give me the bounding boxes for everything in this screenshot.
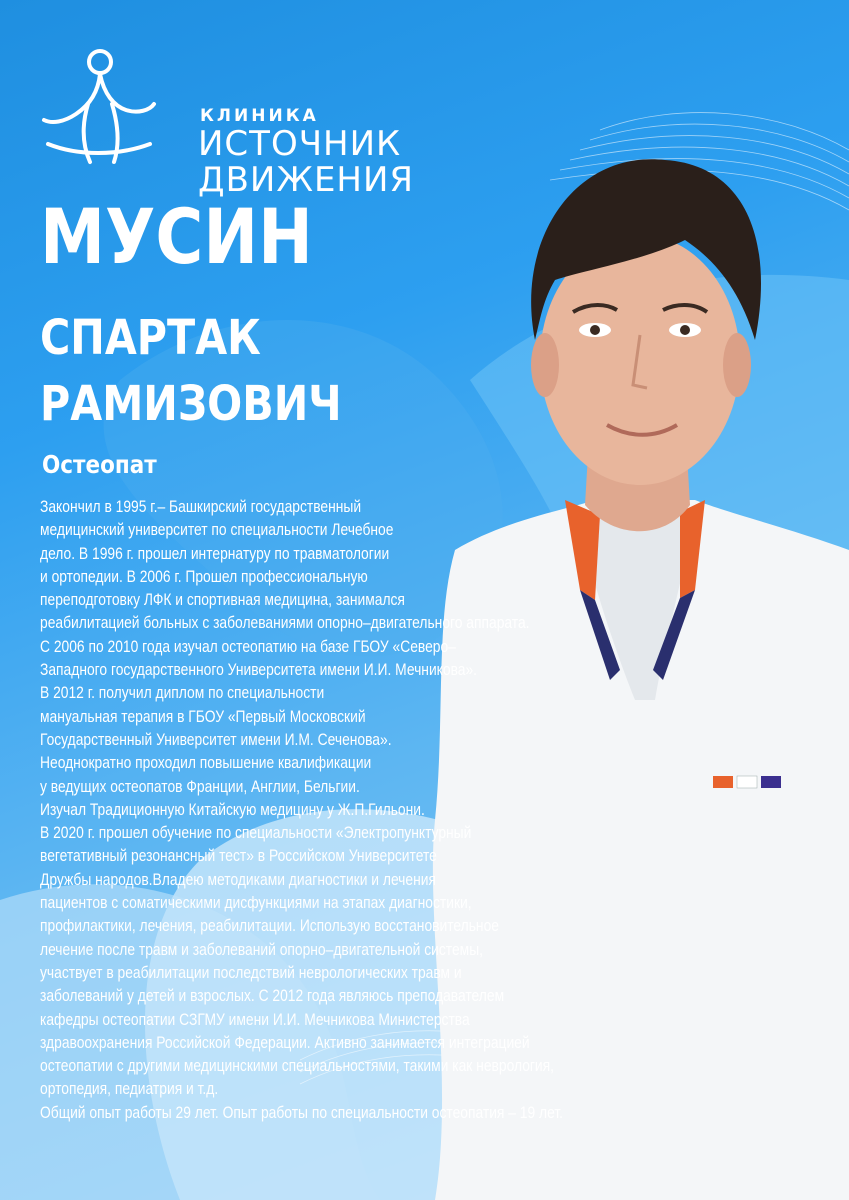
bio-line: В 2012 г. получил диплом по специальности [40, 684, 325, 703]
bio-line: В 2020 г. прошел обучение по специальности «Электропунктурный [40, 824, 472, 843]
bio-line: Неоднократно проходил повышение квалификации [40, 754, 372, 773]
bio-line: Изучал Традиционную Китайскую медицину у Ж.П.Гильони. [40, 800, 425, 819]
bio-line: и ортопедии. В 2006 г. Прошел профессиональную [40, 567, 368, 586]
bio-line: мануальная терапия в ГБОУ «Первый Московский [40, 707, 366, 726]
logo-title-line-2: ДВИЖЕНИЯ [198, 160, 415, 200]
bio-line: реабилитацией больных с заболеваниями опорно–двигательного аппарата. [40, 614, 530, 633]
bio-line: вегетативный резонансный тест» в Российском Университете [40, 847, 437, 866]
bio-line: медицинский университет по специальности Лечебное [40, 521, 394, 540]
bio-line: здравоохранения Российской Федерации. Активно занимается интеграцией [40, 1033, 530, 1052]
bio-line: профилактики, лечения, реабилитации. Использую восстановительное [40, 917, 499, 936]
doctor-first-name: СПАРТАК [40, 310, 261, 366]
doctor-surname: МУСИН [40, 192, 313, 281]
meditating-figure-icon [38, 44, 158, 169]
bio-line: заболеваний у детей и взрослых. С 2012 года являюсь преподавателем [40, 987, 505, 1006]
bio-line: дело. В 1996 г. прошел интернатуру по травматологии [40, 544, 390, 563]
bio-line: пациентов с соматическими дисфункциями на этапах диагностики, [40, 894, 472, 913]
clinic-logo [38, 44, 438, 200]
logo-title-line-1: ИСТОЧНИК [198, 124, 402, 164]
bio-line: Дружбы народов.Владею методиками диагностики и лечения [40, 870, 436, 889]
bio-line: остеопатии с другими медицинскими специальностями, такими как неврология, [40, 1057, 555, 1076]
bio-line: Закончил в 1995 г.– Башкирский государственный [40, 498, 362, 516]
doctor-specialty: Остеопат [42, 450, 157, 479]
logo-caption: КЛИНИКА [200, 106, 319, 126]
bio-line: ортопедия, педиатрия и т.д. [40, 1080, 219, 1099]
bio-line: С 2006 по 2010 года изучал остеопатию на базе ГБОУ «Северо– [40, 637, 456, 656]
bio-line: у ведущих остеопатов Франции, Англии, Бельгии. [40, 777, 360, 796]
bio-line: Государственный Университет имени И.М. Сеченова». [40, 730, 392, 749]
bio-line: Западного государственного Университета имени И.И. Мечникова». [40, 661, 478, 680]
bio-line: переподготовку ЛФК и спортивная медицина, занимался [40, 591, 405, 610]
bio-line: участвует в реабилитации последствий неврологических травм и [40, 963, 462, 982]
doctor-patronymic: РАМИЗОВИЧ [40, 376, 342, 432]
bio-line: кафедры остеопатии СЗГМУ имени И.И. Мечникова Министерства [40, 1010, 470, 1029]
bio-line: Общий опыт работы 29 лет. Опыт работы по специальности остеопатия – 19 лет. [40, 1103, 564, 1122]
bio-line: лечение после травм и заболеваний опорно–двигательной системы, [40, 940, 483, 959]
biography [40, 496, 652, 1125]
